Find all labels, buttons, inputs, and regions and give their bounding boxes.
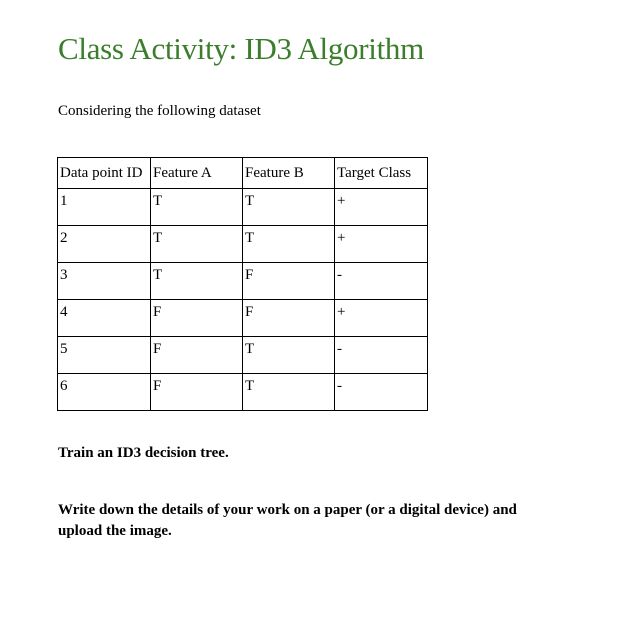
table-row <box>58 337 428 374</box>
cell-feature-a: F <box>151 337 243 374</box>
cell-feature-a: T <box>151 226 243 263</box>
dataset-table <box>57 157 428 411</box>
instructions-text: Write down the details of your work on a paper (or a digital device) and upload the image. <box>58 502 517 539</box>
cell-feature-b: T <box>243 337 335 374</box>
cell-target-class: - <box>335 374 428 411</box>
page-title: Class Activity: ID3 Algorithm <box>58 31 424 66</box>
cell-feature-b: F <box>243 263 335 300</box>
table-row <box>58 300 428 337</box>
cell-feature-b: F <box>243 300 335 337</box>
cell-data-point-id: 1 <box>58 189 151 226</box>
cell-target-class: + <box>335 189 428 226</box>
header-data-point-id: Data point ID <box>58 158 151 189</box>
cell-feature-a: F <box>151 374 243 411</box>
cell-data-point-id: 3 <box>58 263 151 300</box>
cell-feature-a: F <box>151 300 243 337</box>
task-text: Train an ID3 decision tree. <box>58 445 229 461</box>
table-row <box>58 263 428 300</box>
cell-feature-a: T <box>151 263 243 300</box>
cell-feature-b: T <box>243 226 335 263</box>
cell-feature-b: T <box>243 189 335 226</box>
cell-target-class: + <box>335 300 428 337</box>
cell-target-class: + <box>335 226 428 263</box>
table-row <box>58 189 428 226</box>
header-target-class: Target Class <box>335 158 428 189</box>
table-row <box>58 226 428 263</box>
cell-data-point-id: 5 <box>58 337 151 374</box>
header-feature-a: Feature A <box>151 158 243 189</box>
table-header-row <box>58 158 428 189</box>
table-row <box>58 374 428 411</box>
cell-data-point-id: 6 <box>58 374 151 411</box>
cell-feature-b: T <box>243 374 335 411</box>
cell-target-class: - <box>335 337 428 374</box>
cell-data-point-id: 2 <box>58 226 151 263</box>
cell-feature-a: T <box>151 189 243 226</box>
cell-target-class: - <box>335 263 428 300</box>
cell-data-point-id: 4 <box>58 300 151 337</box>
intro-text: Considering the following dataset <box>58 103 261 119</box>
header-feature-b: Feature B <box>243 158 335 189</box>
